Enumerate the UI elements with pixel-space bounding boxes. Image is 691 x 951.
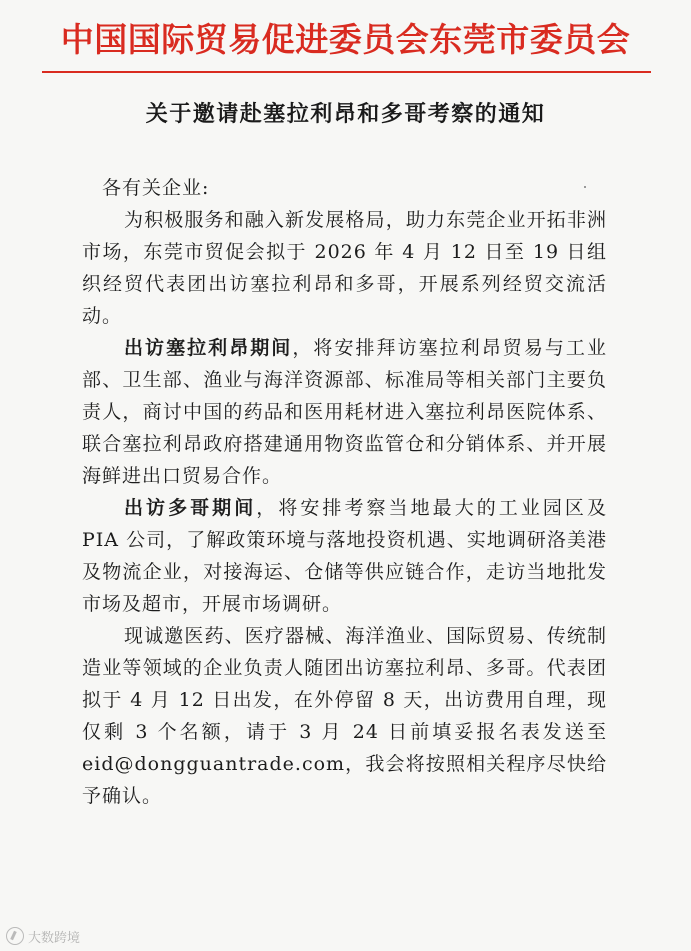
notice-body xyxy=(82,172,607,812)
paragraph-intro: 为积极服务和融入新发展格局，助力东莞企业开拓非洲市场，东莞市贸促会拟于 2026 年 4 月 12 日至 19 日组织经贸代表团出访塞拉利昂和多哥，开展系列经贸交流活动。 xyxy=(82,209,607,327)
watermark-text: 大数跨境 xyxy=(28,930,81,946)
letterhead xyxy=(0,18,691,62)
paragraph-togo xyxy=(82,492,607,620)
notice-title: 关于邀请赴塞拉利昂和多哥考察的通知 xyxy=(145,101,546,127)
watermark xyxy=(6,925,80,947)
letterhead-divider xyxy=(42,71,651,73)
salutation: 各有关企业: xyxy=(102,177,210,199)
paragraph-sierra-leone-lead: 出访塞拉利昂期间 xyxy=(124,337,293,359)
brand-logo-icon xyxy=(6,927,24,945)
paragraph-togo-text: ，将安排考察当地最大的工业园区及 PIA 公司，了解政策环境与落地投资机遇、实地调研洛美港及物流企业，对接海运、仓储等供应链合作，走访当地批发市场及超市，开展市场调研。 xyxy=(82,497,607,615)
paragraph-sierra-leone-text: ，将安排拜访塞拉利昂贸易与工业部、卫生部、渔业与海洋资源部、标准局等相关部门主要负责人，商讨中国的药品和医用耗材进入塞拉利昂医院体系、联合塞拉利昂政府搭建通用物资监管仓和分销体系、并开展海鲜进出口贸易合作。 xyxy=(82,337,607,487)
paragraph-sierra-leone xyxy=(82,332,607,492)
paragraph-invitation: 现诚邀医药、医疗器械、海洋渔业、国际贸易、传统制造业等领域的企业负责人随团出访塞拉利昂、多哥。代表团拟于 4 月 12 日出发，在外停留 8 天，出访费用自理，现仅剩 3 个名额，请于 3 月 24 日前填妥报名表发送至 eid@dongguantrade.com，我会将按照相关程序尽快给予确认。 xyxy=(82,625,607,807)
paragraph-togo-lead: 出访多哥期间 xyxy=(124,497,257,519)
organization-title: 中国国际贸易促进委员会东莞市委员会 xyxy=(60,20,631,59)
